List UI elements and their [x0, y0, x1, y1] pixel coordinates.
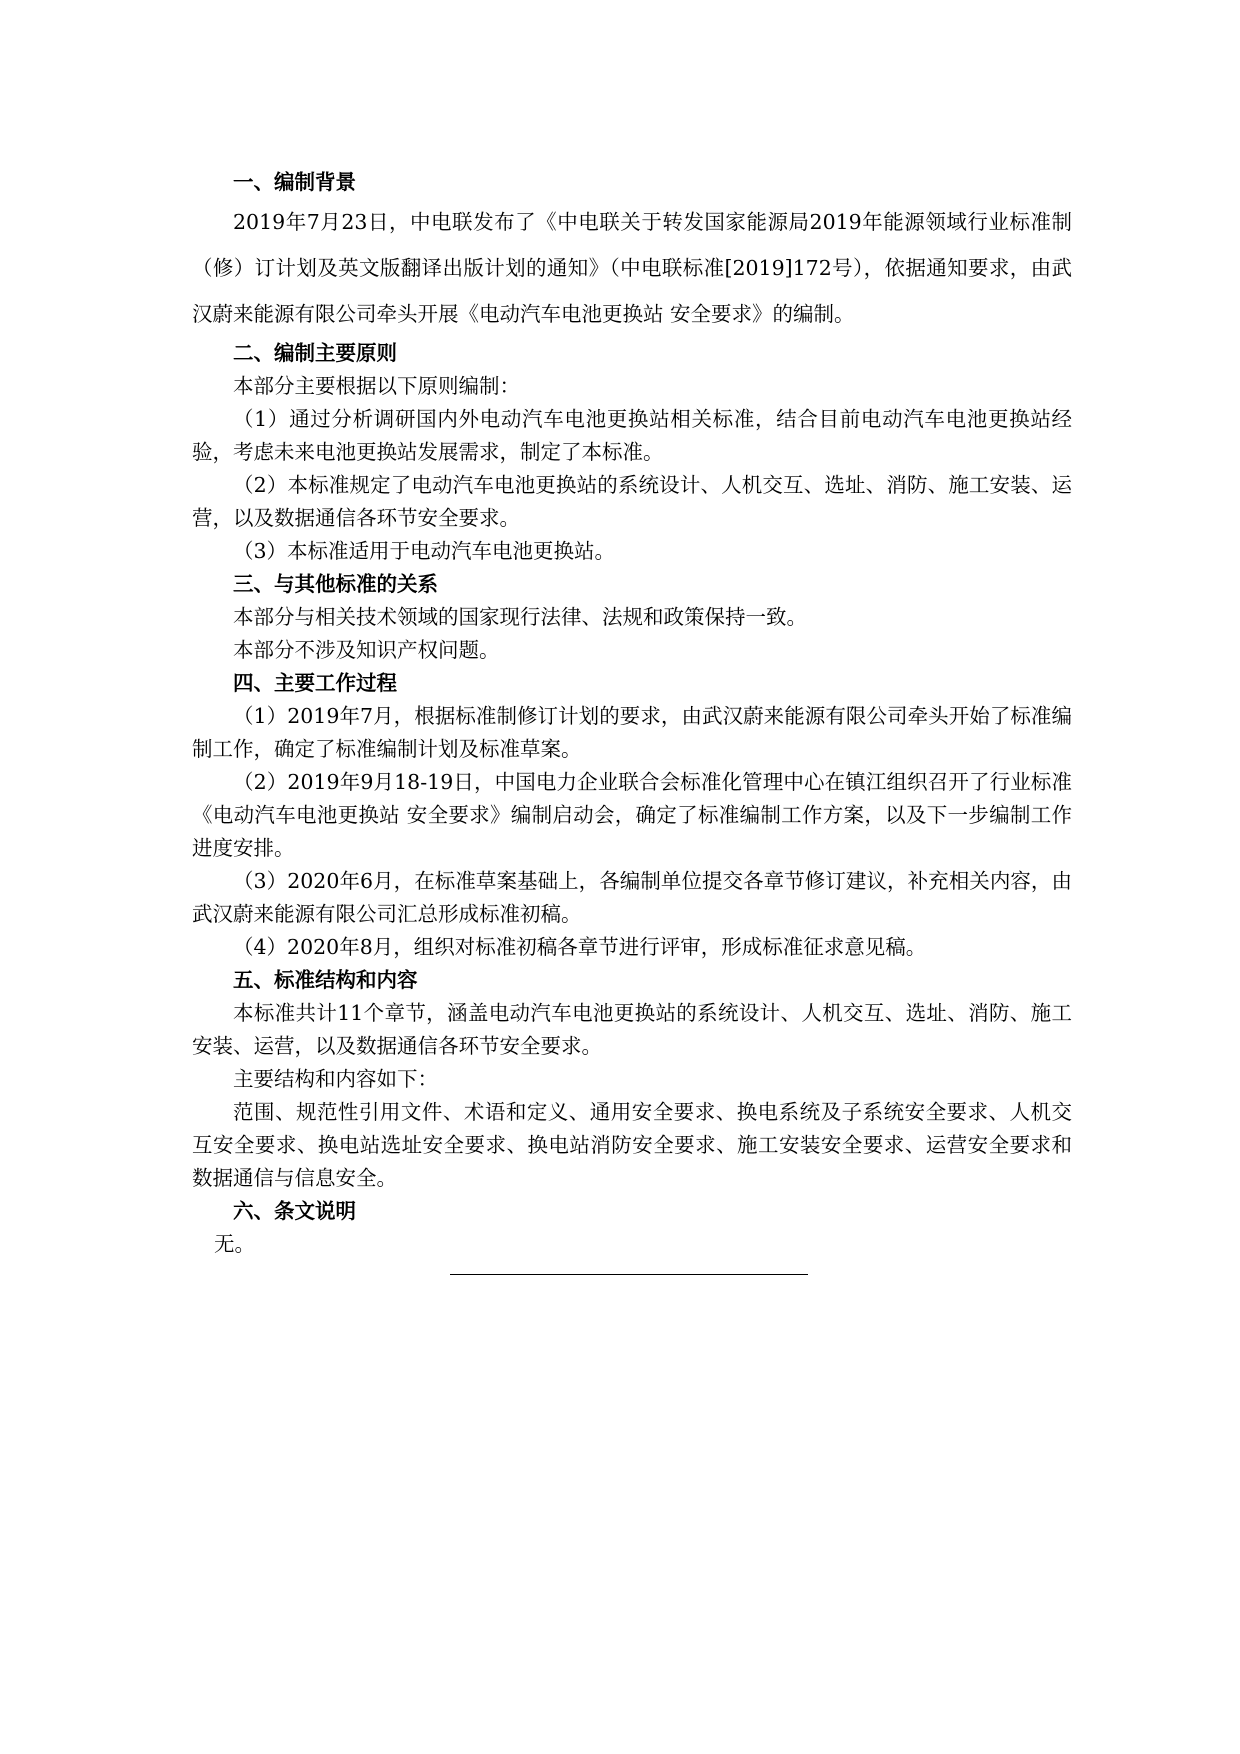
document-body	[192, 166, 1072, 1261]
section-paragraph: 本部分与相关技术领域的国家现行法律、法规和政策保持一致。	[233, 605, 807, 629]
section-heading-background: 一、编制背景	[233, 170, 356, 194]
section-heading-process: 四、主要工作过程	[233, 671, 397, 695]
section-heading-structure: 五、标准结构和内容	[233, 968, 418, 992]
section-paragraph: 范围、规范性引用文件、术语和定义、通用安全要求、换电系统及子系统安全要求、人机交互安全要求、换电站选址安全要求、换电站消防安全要求、施工安装安全要求、运营安全要求和数据通信与信息安全。	[192, 1100, 1072, 1190]
end-rule	[450, 1274, 808, 1275]
section-paragraph: （2）本标准规定了电动汽车电池更换站的系统设计、人机交互、选址、消防、施工安装、运营，以及数据通信各环节安全要求。	[192, 473, 1072, 530]
section-paragraph: （2）2019年9月18-19日，中国电力企业联合会标准化管理中心在镇江组织召开了行业标准《电动汽车电池更换站 安全要求》编制启动会，确定了标准编制工作方案，以及下一步编制工作进度安排。	[192, 770, 1072, 860]
section-paragraph: （3）2020年6月，在标准草案基础上，各编制单位提交各章节修订建议，补充相关内容，由武汉蔚来能源有限公司汇总形成标准初稿。	[192, 869, 1072, 926]
section-heading-relationship: 三、与其他标准的关系	[233, 572, 438, 596]
section-paragraph: 2019年7月23日，中电联发布了《中电联关于转发国家能源局2019年能源领域行业标准制（修）订计划及英文版翻译出版计划的通知》（中电联标准[2019]172号），依据通知要求，由武汉蔚来能源有限公司牵头开展《电动汽车电池更换站 安全要求》的编制。	[192, 210, 1072, 326]
section-paragraph: 主要结构和内容如下：	[233, 1067, 438, 1091]
section-paragraph: （3）本标准适用于电动汽车电池更换站。	[233, 539, 616, 563]
section-paragraph: （1）通过分析调研国内外电动汽车电池更换站相关标准，结合目前电动汽车电池更换站经验，考虑未来电池更换站发展需求，制定了本标准。	[192, 407, 1072, 464]
section-paragraph: 本部分主要根据以下原则编制：	[233, 374, 520, 398]
section-paragraph: 无。	[214, 1232, 255, 1256]
section-paragraph: （1）2019年7月，根据标准制修订计划的要求，由武汉蔚来能源有限公司牵头开始了标准编制工作，确定了标准编制计划及标准草案。	[192, 704, 1072, 761]
section-paragraph: （4）2020年8月，组织对标准初稿各章节进行评审，形成标准征求意见稿。	[233, 935, 927, 959]
section-paragraph: 本标准共计11个章节，涵盖电动汽车电池更换站的系统设计、人机交互、选址、消防、施工安装、运营，以及数据通信各环节安全要求。	[192, 1001, 1072, 1058]
section-heading-principles: 二、编制主要原则	[233, 341, 397, 365]
section-heading-clause-notes: 六、条文说明	[233, 1199, 356, 1223]
section-paragraph: 本部分不涉及知识产权问题。	[233, 638, 500, 662]
